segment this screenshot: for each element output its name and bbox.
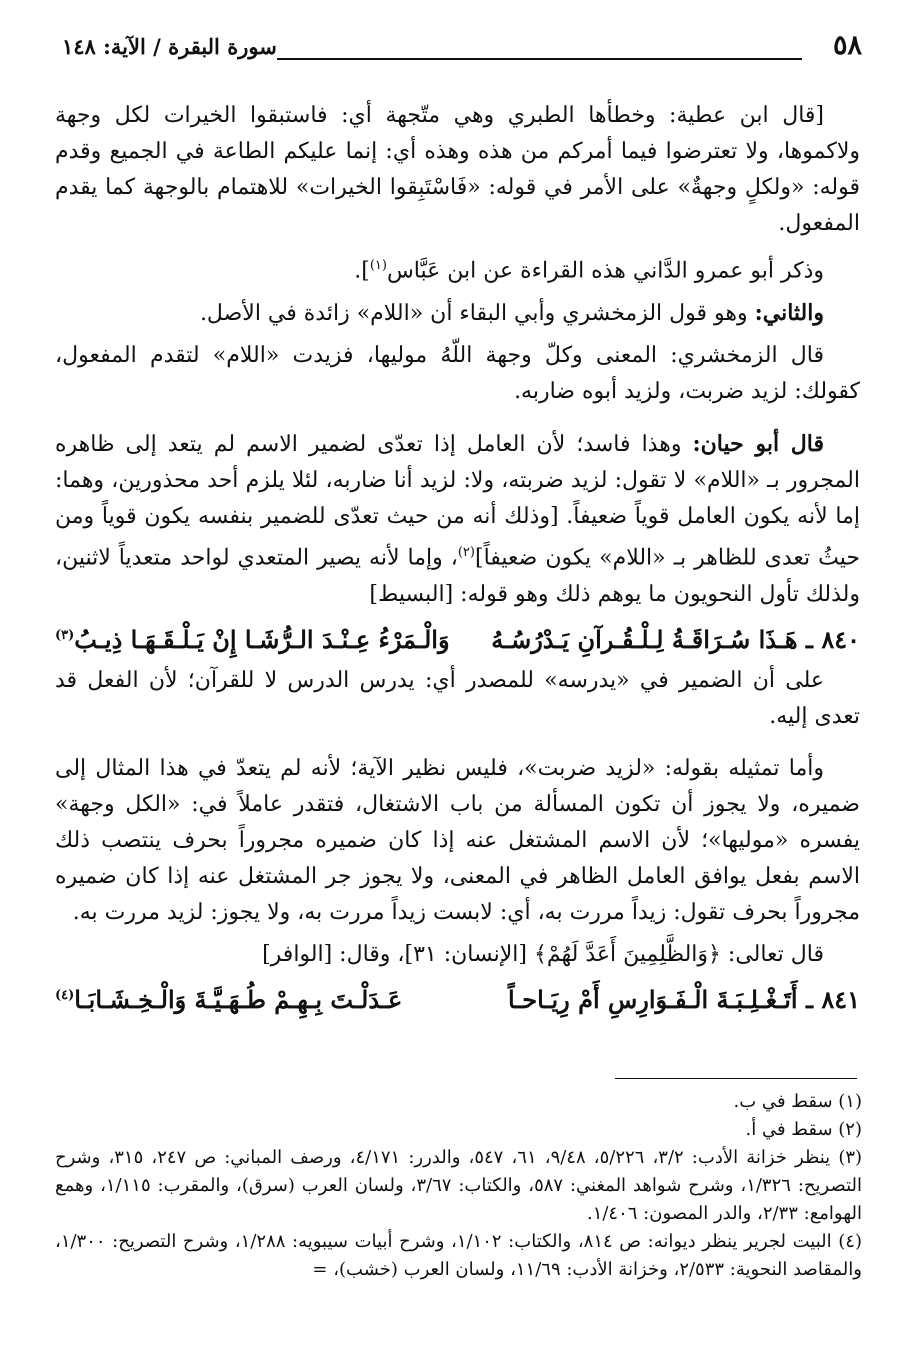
verse-second-hemistich — [55, 975, 402, 1021]
footnote-1: (١) سقط في ب. — [733, 1091, 862, 1112]
footnote-ref-1[interactable]: (١) — [369, 258, 387, 273]
paragraph-pronoun: على أن الضمير في «يدرسه» للمصدر أي: يدرس الدرس لا للقرآن؛ لأن الفعل قد تعدى إليه. — [55, 667, 860, 729]
paragraph-second-opinion — [55, 295, 860, 332]
paragraph-text-end: ، وإما لأنه يصير المتعدي لواحد متعدياً لاثنين، ولذلك تأول النحويون ما يوهم ذلك وهو قوله: [البسيط] — [55, 545, 860, 607]
verse-840 — [55, 615, 860, 661]
paragraph-abu-hayyan — [55, 426, 860, 612]
bracket-close: ]. — [354, 258, 370, 284]
section-heading: والثاني: — [754, 300, 824, 327]
paragraph-example: وأما تمثيله بقوله: «لزيد ضربت»، فليس نظير الآية؛ لأنه لم يتعدّ في هذا المثال إلى ضميره، ولا يجوز أن تكون المسألة من باب الاشتغال، فتقدر عاملاً في: «الكل وجهة» يفسره «موليها»؛ لأن الاسم المشتغل عنه إذا كان ضميره مجروراً بحرف ينتصب ذلك الاسم بفعل يوافق العامل الظاهر في المعنى، ولا يجوز جر المشتغل عنه إذا كان ضميره مجروراً بحرف تقول: زيداً مررت به، أي: لابست زيداً مررت به، ولا يجوز: لزيد مررت به. — [55, 755, 860, 925]
footnote-ref-4[interactable]: (٤) — [55, 987, 75, 1003]
footnote-ref-3[interactable]: (٣) — [55, 627, 75, 643]
main-text — [55, 98, 860, 1023]
verse-841 — [55, 975, 860, 1021]
verse-second-hemistich — [55, 615, 450, 661]
hemistich-text: وَالْـمَرْءُ عِـنْـدَ الـرُّشَـا إِنْ يَـلْـقَـهَـا ذِيـبُ — [74, 624, 450, 654]
footnote-4: (٤) البيت لجرير ينظر ديوانه: ص ٨١٤، والكتاب: ١/١٠٢، وشرح أبيات سيبويه: ١/٢٨٨، وشرح التصريح: ١/٣٠٠، والمقاصد النحوية: ٢/٥٣٣، وخزانة الأدب: ١١/٦٩، ولسان العرب (خشب)، = — [55, 1231, 862, 1280]
page-number: ٥٨ — [832, 30, 862, 61]
paragraph-text: وهو قول الزمخشري وأبي البقاء أن «اللام» زائدة في الأصل. — [199, 301, 755, 327]
hemistich-text: عَـدَلْـتَ بِـهِـمْ طُـهَـيَّـةَ وَالْـخِـشَـابَـا — [74, 984, 403, 1014]
paragraph-text: وذكر أبو عمرو الدَّاني هذه القراءة عن ابن عَبَّاس — [386, 258, 824, 284]
footnotes — [55, 1088, 862, 1284]
footnote-ref-2[interactable]: (٢) — [457, 545, 475, 561]
footnote-3: (٣) ينظر خزانة الأدب: ٣/٢، ٥/٢٢٦، ٩/٤٨، ٦١، ٥٤٧، والدرر: ٤/١٧١، ورصف المباني: ص ٢٤٧، ٣١٥، وشرح التصريح: ١/٣٢٦، وشرح شواهد المغني: ٥٨٧، والكتاب: ٣/٦٧، ولسان العرب (سرق)، والمقرب: ١/١١٥، وهمع الهوامع: ٢/٣٣، والدر المصون: ١/٤٠٦. — [55, 1147, 863, 1224]
speaker-name: قال أبو حيان: — [692, 431, 825, 458]
header-rule — [277, 58, 802, 60]
footnote-2: (٢) سقط في أ. — [745, 1119, 862, 1140]
verse-first-hemistich: ٨٤١ ـ أَتَـغْـلِـبَـةَ الْـفَـوَارِسِ أَمْ رِيَـاحـاً — [507, 984, 860, 1014]
paragraph-zamakhshari: قال الزمخشري: المعنى وكلّ وجهة اللّهُ موليها، فزيدت «اللام» لتقدم المفعول، كقولك: لزيد ضربت، ولزيد أبوه ضاربه. — [55, 343, 860, 405]
page-header — [62, 30, 862, 74]
paragraph-quran-quote: قال تعالى: ﴿وَالظَّلِمِينَ أَعَدَّ لَهُمْ﴾ [الإنسان: ٣١]، وقال: [الوافر] — [262, 941, 824, 967]
verse-first-hemistich: ٨٤٠ ـ هَـذَا سُـرَاقَـةُ لِـلْـقُـرآنِ يَـدْرُسُـهُ — [491, 624, 860, 654]
paragraph-ibn-atiyya: [قال ابن عطية: وخطأها الطبري وهي متّجهة أي: فاستبقوا الخيرات لكل وجهة ولاكموها، ولا تعترضوا فيما أمركم من هذه وهذه أي: إنما عليكم الطاعة في الجميع وقدم قوله: «ولكلٍ وجهةٌ» على الأمر في قوله: «فَاسْتَبِقوا الخيرات» للاهتمام بالوجهة كما يقدم المفعول. — [55, 103, 860, 236]
paragraph-abu-amr — [55, 248, 860, 289]
footnote-rule — [615, 1078, 857, 1079]
running-title: سورة البقرة / الآية: ١٤٨ — [62, 34, 277, 59]
paragraph-text: وهذا فاسد؛ لأن العامل إذا تعدّى لضمير الاسم لم يتعد إلى ظاهره المجرور بـ «اللام» لا تقول: لزيد ضربته، ولا: لزيد أنا ضاربه، لئلا يلزم أحد محذورين، وهما: إما لأنه يكون العامل قوياً ضعيفاً. [وذلك أنه من حيث تعدّى للضمير بنفسه يكون قوياً ومن حيثُ تعدى للظاهر بـ «اللام» يكون ضعيفاً] — [55, 432, 860, 571]
